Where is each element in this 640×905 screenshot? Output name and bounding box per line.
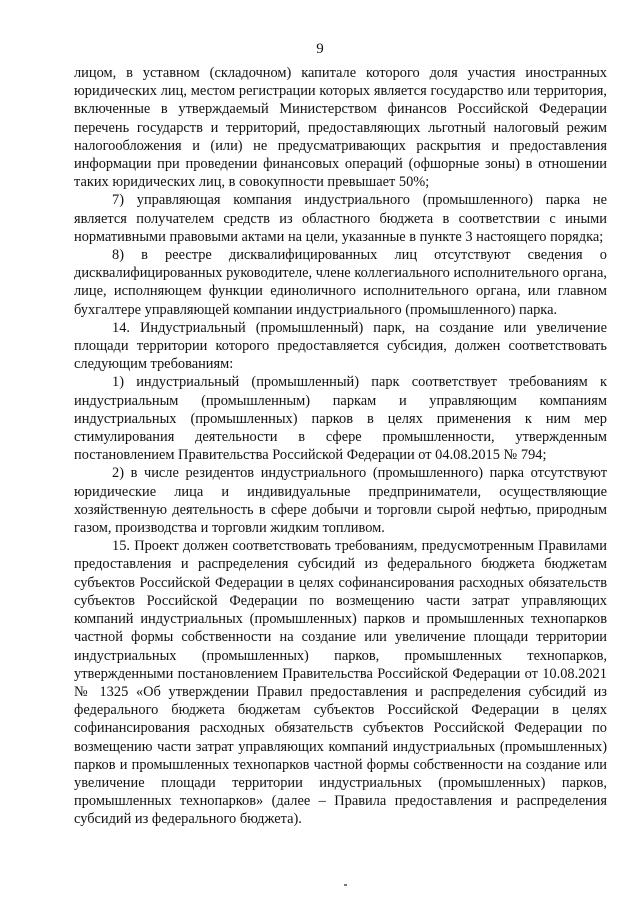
paragraph-section-14-item-2: 2) в числе резидентов индустриального (промышленного) парка отсутствуют юридические лица и индивидуальные предприниматели, осуществляющие хозяйственную деятельность в сфере добычи и торговли сырой нефтью, природным газом, производства и торговли жидким топливом.: [74, 465, 607, 537]
paragraph-section-14-item-1: 1) индустриальный (промышленный) парк соответствует требованиям к индустриальным (промышленным) паркам и управляющим компаниям индустриальных (промышленных) парков в целях применения к ним мер стимулирования деятельности в сфере промышленности, утвержденным постановлением Правительства Российской Федерации от 04.08.2015 № 794;: [74, 374, 607, 464]
paragraph-section-15: 15. Проект должен соответствовать требованиям, предусмотренным Правилами предоставления и распределения субсидий из федерального бюджета бюджетам субъектов Российской Федерации в целях софинансирования расходных обязательств субъектов Российской Федерации по возмещению части затрат управляющих компаний индустриальных (промышленных) парков и промышленных технопарков частной формы собственности на создание или увеличение площади территории индустриальных (промышленных) парков, промышленных технопарков, утвержденными постановлением Правительства Российской Федерации от 10.08.2021 № 1325 «Об утверждении Правил предоставления и распределения субсидий из федерального бюджета бюджетам субъектов Российской Федерации в целях софинансирования расходных обязательств субъектов Российской Федерации по возмещению части затрат управляющих компаний индустриальных (промышленных) парков и промышленных технопарков частной формы собственности на создание или увеличение площади территории индустриальных (промышленных) парков, промышленных технопарков» (далее – Правила предоставления и распределения субсидий из федерального бюджета).: [74, 538, 607, 828]
document-body: [74, 64, 607, 829]
paragraph-continuation: лицом, в уставном (складочном) капитале которого доля участия иностранных юридических лиц, местом регистрации которых является государство или территория, включенные в утверждаемый Министерством финансов Российской Федерации перечень государств и территорий, предоставляющих льготный налоговый режим налогообложения и (или) не предусматривающих раскрытия и предоставления информации при проведении финансовых операций (офшорные зоны) в отношении таких юридических лиц, в совокупности превышает 50%;: [74, 65, 607, 191]
scan-mark: [344, 884, 347, 886]
paragraph-item-8: 8) в реестре дисквалифицированных лиц отсутствуют сведения о дисквалифицированных руководителе, члене коллегиального исполнительного органа, лице, исполняющем функции единоличного исполнительного органа, или главном бухгалтере управляющей компании индустриального (промышленного) парка.: [74, 247, 607, 318]
paragraph-section-14: 14. Индустриальный (промышленный) парк, на создание или увеличение площади территории которого предоставляется субсидия, должен соответствовать следующим требованиям:: [74, 319, 607, 373]
page-number: 9: [316, 41, 324, 57]
paragraph-item-7: 7) управляющая компания индустриального (промышленного) парка не является получателем средств из областного бюджета в соответствии с иными нормативными правовыми актами на цели, указанные в пункте 3 настоящего порядка;: [74, 192, 607, 245]
